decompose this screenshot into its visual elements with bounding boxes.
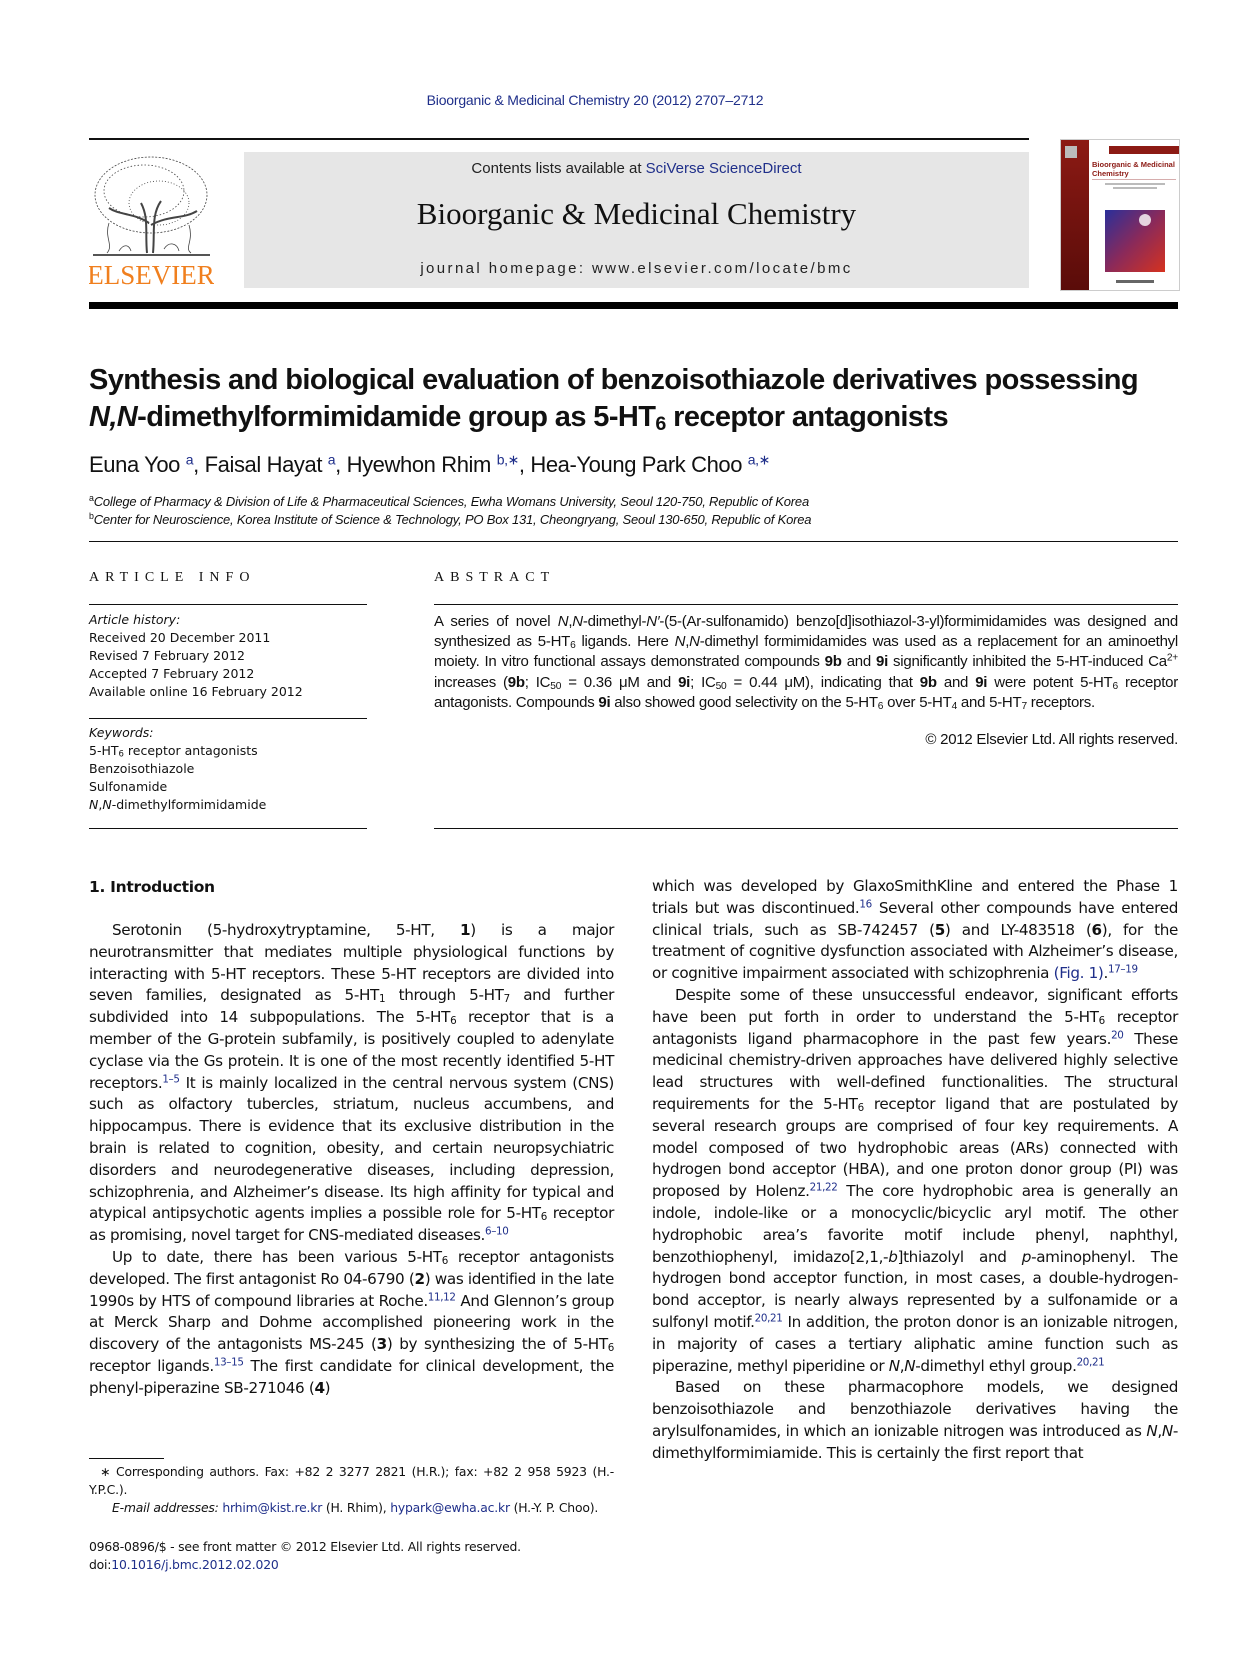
journal-homepage-link[interactable]: journal homepage: www.elsevier.com/locate/bmc: [420, 260, 853, 277]
paragraph: Based on these pharmacophore models, we designed benzoisothiazole and benzothiazole derivatives having the arylsulfonamides, in which an ionizable nitrogen was introduced as N,N-dimethylformimiamide. This is certainly the first report that: [652, 1378, 1178, 1462]
email-link-rhim[interactable]: hrhim@kist.re.kr: [222, 1500, 323, 1515]
front-matter: [89, 1538, 521, 1574]
author-affiliation-mark[interactable]: a,∗: [747, 451, 771, 468]
citation-link[interactable]: 20,21: [1076, 1355, 1105, 1368]
history-received: Received 20 December 2011: [89, 630, 271, 645]
elsevier-tree-icon: [89, 153, 214, 289]
keywords-label: Keywords:: [89, 725, 154, 740]
affiliation-b: $^b$Center for Neuroscience, Korea Institute of Science & Technology, PO Box 131, Cheongryang, Seoul 130-650, Republic of Korea: [89, 511, 812, 527]
keywords: [89, 724, 266, 814]
author-affiliation-mark[interactable]: a: [327, 451, 336, 468]
svg-text:Bioorganic & Medicinal: Bioorganic & Medicinal: [1092, 160, 1175, 169]
issn-copyright: 0968-0896/$ - see front matter © 2012 Elsevier Ltd. All rights reserved.: [89, 1539, 521, 1554]
elsevier-wordmark: ELSEVIER: [89, 260, 214, 289]
contents-line: [244, 160, 1029, 177]
citation-link[interactable]: 11,12: [427, 1290, 456, 1303]
keyword: N,N-dimethylformimidamide: [89, 797, 267, 812]
citation-link[interactable]: 20,21: [754, 1312, 783, 1325]
abstract-copyright: © 2012 Elsevier Ltd. All rights reserved.: [925, 731, 1178, 748]
header-rule: [89, 138, 1029, 140]
paragraph: Serotonin (5-hydroxytryptamine, 5-HT, 1) is a major neurotransmitter that mediates multiple physiological functions by interacting with 5-HT receptors. These 5-HT receptors are divided into seven families, designated as $5-HT_1$ through $5-HT_7$ and further subdivided into 14 subpopulations. The $5-HT_6$ receptor that is a member of the G-protein subfamily, is positively coupled to adenylate cyclase via the Gs protein. It is one of the most recently identified 5-HT receptors.$^{1-5}$ It is mainly localized in the central nervous system (CNS) such as olfactory tubercles, striatum, nucleus accumbens, and hippocampus. There is evidence that its exclusive distribution in the brain is related to cognition, obesity, and certain neuropsychiatric disorders and neurodegenerative diseases, including depression, schizophrenia, and Alzheimer’s disease. Its high affinity for typical and atypical antipsychotic agents implies a possible role for $5-HT_6$ receptor as promising, novel target for CNS-mediated diseases.$^{6-10}$: [89, 921, 614, 1245]
author: Hyewhon Rhim: [346, 452, 491, 477]
author: Euna Yoo: [89, 452, 181, 477]
citation-link[interactable]: 6–10: [485, 1225, 509, 1238]
divider: [89, 604, 367, 605]
paragraph: Up to date, there has been various $5-HT_6$ receptor antagonists developed. The first antagonist Ro 04-6790 (2) was identified in the late 1990s by HTS of compound libraries at Roche.$^{11,12}$ And Glennon’s group at Merck Sharp and Dohme accomplished pioneering work in the discovery of the antagonists MS-245 (3) by synthesizing the of $5-HT_6$ receptor ligands.$^{13-15}$ The first candidate for clinical development, the phenyl-piperazine SB-271046 (4): [89, 1247, 614, 1397]
journal-banner: [244, 152, 1029, 288]
doi-line: doi:10.1016/j.bmc.2012.02.020: [89, 1557, 279, 1572]
title-line-1: Synthesis and biological evaluation of benzoisothiazole derivatives possessing: [89, 364, 1139, 396]
left-column: [89, 920, 614, 1400]
history-label: Article history:: [89, 612, 181, 627]
journal-name: Bioorganic & Medicinal Chemistry: [416, 196, 857, 231]
citation-link[interactable]: 16: [859, 898, 872, 911]
abstract-body: A series of novel N,N-dimethyl-N′-(5-(Ar-sulfonamido) benzo[d]isothiazol-3-yl)formimidamides was designed and synthesized as $5-HT_6$ ligands. Here N,N-dimethyl formimidamides was used as a replacement for an aminoethyl moiety. In vitro functional assays demonstrated compounds 9b and 9i significantly inhibited the 5-HT-induced $Ca^{2+}$ increases (9b; $IC_{50} = 0.36$ μM and 9i; $IC_{50} = 0.44$ μM), indicating that 9b and 9i were potent $5-HT_6$ receptor antagonists. Compounds 9i also showed good selectivity on the $5-HT_6$ over $5-HT_4$ and $5-HT_7$ receptors.: [434, 613, 1179, 712]
journal-citation[interactable]: Bioorganic & Medicinal Chemistry 20 (2012) 2707–2712: [426, 92, 764, 108]
right-column: [652, 876, 1178, 1465]
elsevier-logo: [89, 153, 214, 289]
title-line-2: N,N-dimethylformimidamide group as $5-HT_6$ receptor antagonists: [89, 401, 949, 435]
doi-link[interactable]: 10.1016/j.bmc.2012.02.020: [111, 1557, 279, 1572]
history-revised: Revised 7 February 2012: [89, 648, 245, 663]
author-affiliation-mark[interactable]: a: [185, 451, 194, 468]
keyword: Sulfonamide: [89, 779, 168, 794]
citation-link[interactable]: 20: [1111, 1028, 1124, 1041]
divider: [89, 718, 367, 719]
figure-link[interactable]: (Fig. 1): [1053, 964, 1104, 983]
keyword: Benzoisothiazole: [89, 761, 195, 776]
author: Hea-Young Park Choo: [530, 452, 743, 477]
history-accepted: Accepted 7 February 2012: [89, 666, 255, 681]
article-history: [89, 611, 303, 701]
header-thick-rule: [89, 302, 1178, 309]
citation-link[interactable]: 21,22: [809, 1181, 838, 1194]
sciencedirect-link[interactable]: SciVerse ScienceDirect: [645, 160, 802, 177]
section-heading-introduction: 1. Introduction: [89, 878, 215, 896]
footnotes: [89, 1463, 614, 1517]
divider: [434, 604, 1178, 605]
svg-text:Chemistry: Chemistry: [1092, 169, 1129, 178]
author: Faisal Hayat: [204, 452, 323, 477]
history-online: Available online 16 February 2012: [89, 684, 303, 699]
citation-link[interactable]: 17–19: [1107, 963, 1138, 976]
paragraph: Despite some of these unsuccessful endeavor, significant efforts have been put forth in order to understand the $5-HT_6$ receptor antagonists ligand pharmacophore in the past few years.$^{20}$ These medicinal chemistry-driven approaches have delivered highly selective lead structures with well-defined functionalities. The structural requirements for the $5-HT_6$ receptor ligand that are postulated by several research groups are comprised of four key requirements. A model composed of two hydrophobic areas (ARs) connected with hydrogen bond acceptor (HBA), and one proton donor group (PI) was proposed by Holenz.$^{21,22}$ The core hydrophobic area is generally an indole, indole-like or a monocyclic/bicyclic aryl motif. The other hydrophobic area’s favorite motif include phenyl, naphthyl, benzothiophenyl, imidazo[2,1,-b]thiazolyl and p-aminophenyl. The hydrogen bond acceptor function, in most cases, a double-hydrogen-bond acceptor, is nearly always represented by a sulfonamide or a sulfonyl motif.$^{20,21}$ In addition, the proton donor is an ionizable nitrogen, in majority of cases a tertiary aliphatic amine function such as piperazine, methyl piperidine or N,N-dimethyl ethyl group.$^{20,21}$: [652, 985, 1179, 1375]
footnote-rule: [89, 1458, 164, 1459]
divider: [89, 828, 367, 829]
paragraph: which was developed by GlaxoSmithKline and entered the Phase 1 trials but was discontinued.$^{16}$ Several other compounds have entered clinical trials, such as SB-742457 (5) and LY-483518 (6), for the treatment of cognitive dysfunction associated with Alzheimer’s disease, or cognitive impairment associated with schizophrenia (Fig. 1).$^{17-19}$: [652, 877, 1178, 983]
journal-cover-thumbnail[interactable]: [1060, 139, 1180, 291]
email-link-choo[interactable]: hypark@ewha.ac.kr: [390, 1500, 510, 1515]
keyword: $5-HT_6$ receptor antagonists: [89, 743, 258, 760]
corresponding-author-note: ∗ Corresponding authors. Fax: +82 2 3277 2821 (H.R.); fax: +82 2 958 5923 (H.-Y.P.C.).: [89, 1464, 614, 1497]
citation-link[interactable]: 13–15: [213, 1356, 244, 1369]
divider: [434, 828, 1178, 829]
contents-prefix: Contents lists available at: [471, 160, 646, 177]
affiliation-a: $^a$College of Pharmacy & Division of Life & Pharmaceutical Sciences, Ewha Womans University, Seoul 120-750, Republic of Korea: [89, 493, 809, 509]
article-title: [89, 362, 1189, 436]
citation-link[interactable]: 1–5: [162, 1072, 180, 1085]
title-divider: [89, 541, 1178, 542]
abstract-heading: ABSTRACT: [434, 570, 556, 585]
author-list: Euna Yoo $^a$, Faisal Hayat $^a$, Hyewhon Rhim $^{b,∗}$, Hea-Young Park Choo $^{a,∗}$: [89, 451, 771, 477]
author-affiliation-mark[interactable]: b,∗: [496, 451, 519, 468]
journal-cover-icon: [1061, 140, 1179, 290]
email-addresses: E-mail addresses: hrhim@kist.re.kr (H. Rhim), hypark@ewha.ac.kr (H.-Y. P. Choo).: [112, 1500, 599, 1515]
article-info-heading: ARTICLE INFO: [89, 570, 256, 585]
